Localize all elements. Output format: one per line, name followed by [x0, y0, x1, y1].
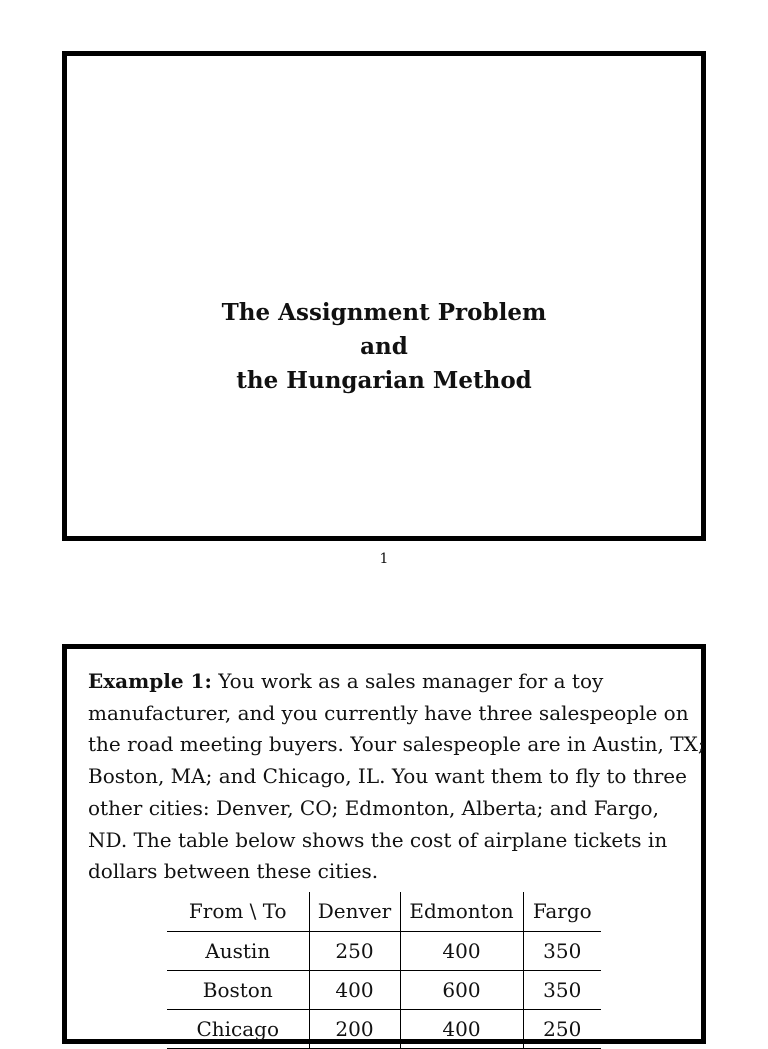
table-cell: 200: [309, 1009, 400, 1048]
page-number: 1: [379, 551, 389, 567]
column-header: Fargo: [523, 892, 601, 931]
cost-table: [167, 892, 601, 1049]
paragraph-text: You work as a sales manager for a toy: [211, 669, 604, 693]
title-line: and: [360, 333, 408, 360]
table-cell: 400: [400, 931, 523, 970]
example-slide: [62, 644, 706, 1044]
example-label: Example 1:: [88, 669, 212, 693]
paragraph-line: dollars between these cities.: [88, 859, 379, 884]
row-label: Boston: [167, 970, 309, 1009]
table-cell: 250: [523, 1009, 601, 1048]
table-header-row: [167, 892, 601, 931]
paragraph-line: Boston, MA; and Chicago, IL. You want them to fly to three: [88, 764, 687, 789]
column-header: Edmonton: [400, 892, 523, 931]
title-slide: [62, 51, 706, 541]
paragraph-line: the road meeting buyers. Your salespeople are in Austin, TX;: [88, 732, 705, 757]
table-row: [167, 931, 601, 970]
table-cell: 350: [523, 970, 601, 1009]
column-header: Denver: [309, 892, 400, 931]
table-row: [167, 1009, 601, 1048]
table-row: [167, 970, 601, 1009]
paragraph-line: manufacturer, and you currently have three salespeople on: [88, 700, 689, 725]
title-line: The Assignment Problem: [221, 299, 547, 326]
row-label: Chicago: [167, 1009, 309, 1048]
example-paragraph: [88, 666, 705, 888]
paragraph-line: other cities: Denver, CO; Edmonton, Alberta; and Fargo,: [88, 795, 659, 820]
slide-title: [67, 296, 701, 398]
row-label: Austin: [167, 931, 309, 970]
table-cell: 250: [309, 931, 400, 970]
column-header: From \ To: [167, 892, 309, 931]
paragraph-line: ND. The table below shows the cost of airplane tickets in: [88, 827, 668, 852]
table-cell: 400: [309, 970, 400, 1009]
table-cell: 350: [523, 931, 601, 970]
paragraph-line: [88, 666, 688, 698]
table-cell: 400: [400, 1009, 523, 1048]
table-cell: 600: [400, 970, 523, 1009]
title-line: the Hungarian Method: [236, 367, 532, 394]
